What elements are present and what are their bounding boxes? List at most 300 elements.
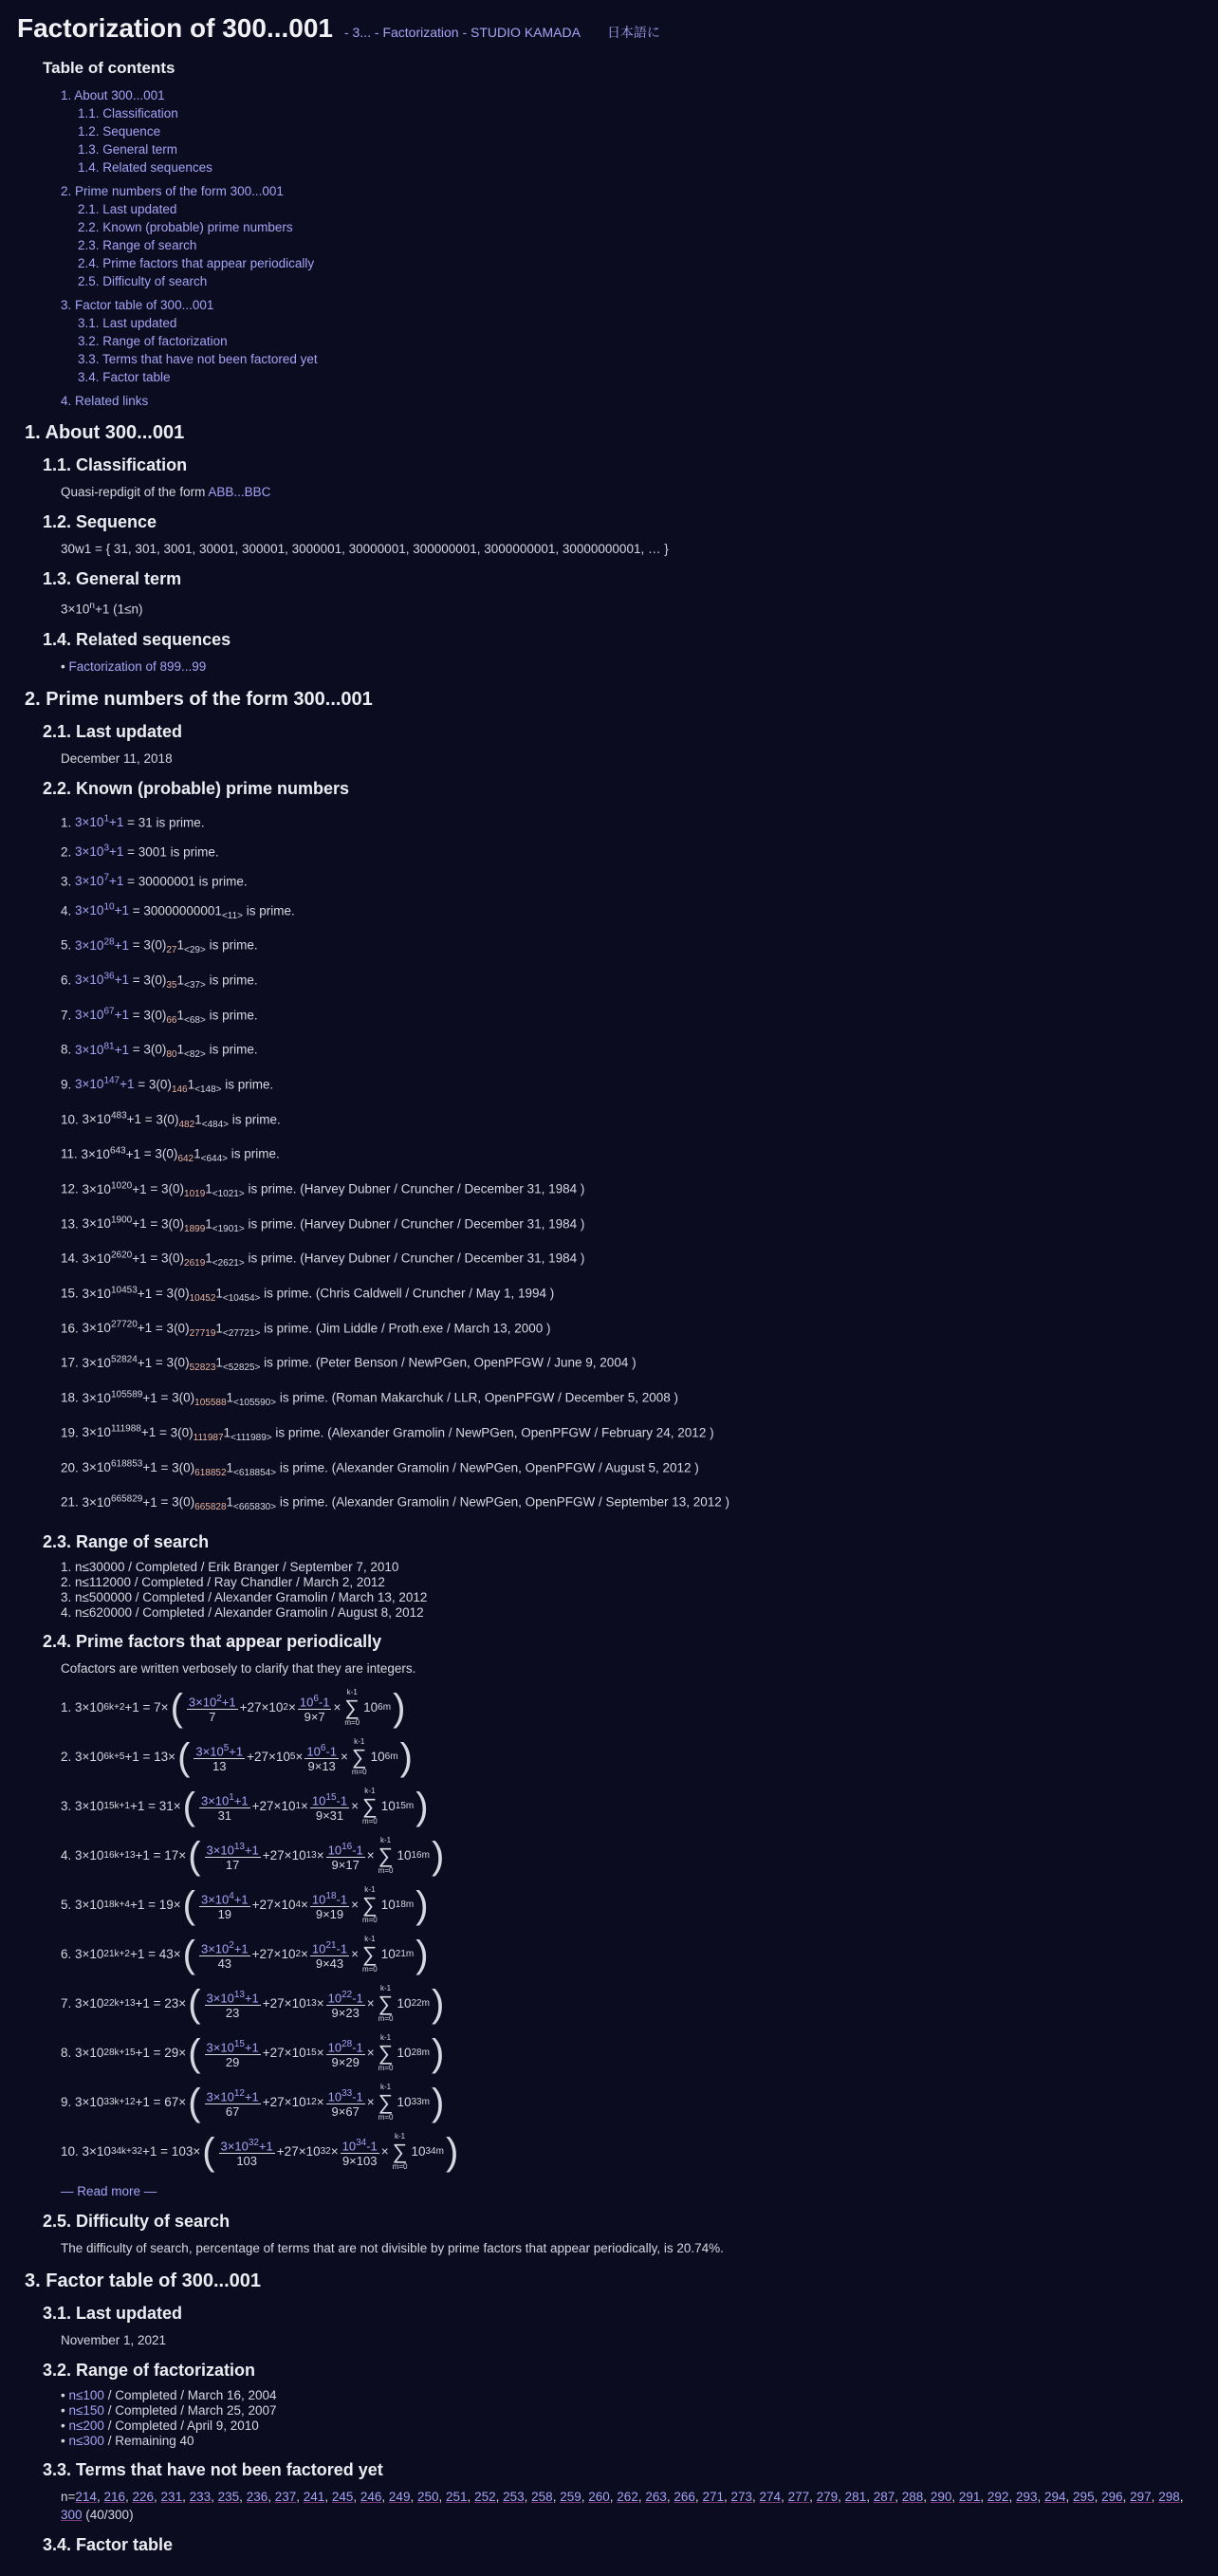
toc-subsection — [78, 315, 1201, 331]
sum-lower: m=0 — [378, 2063, 394, 2072]
equals-text: = 3(0) — [152, 1286, 190, 1301]
range-link[interactable]: n≤300 — [68, 2433, 104, 2448]
numerator[interactable]: $10^{33}-1$ — [327, 2087, 363, 2104]
exponent: 21 — [325, 1939, 337, 1951]
term-link[interactable]: 287 — [873, 2489, 895, 2504]
left-paren: ( — [188, 1982, 201, 2025]
exponent: 28k+15 — [103, 2048, 136, 2059]
toc-link[interactable]: 3.2. Range of factorization — [78, 334, 228, 348]
term-link[interactable]: 253 — [503, 2489, 525, 2504]
factor-updated-title: 3.1. Last updated — [43, 2303, 183, 2323]
term-link[interactable]: 233 — [189, 2489, 212, 2504]
sum-symbol: ∑ — [378, 1991, 394, 2015]
prime-item — [61, 1068, 1201, 1103]
item-number: 10. — [61, 1112, 83, 1127]
prime-expression[interactable]: $3\times 10^3+1$ — [75, 843, 124, 859]
toc-section — [61, 393, 1201, 409]
left-paren: ( — [182, 1785, 195, 1827]
prime-note: is prime. — [205, 1008, 258, 1023]
language-link[interactable]: 日本語に — [606, 25, 660, 40]
exponent: 13 — [233, 1989, 245, 2000]
digit: 1 — [194, 1112, 202, 1127]
times: × — [366, 1848, 375, 1863]
item-number: 17. — [61, 1355, 83, 1370]
range-item: 1. n≤30000 / Completed / Erik Branger / September 7, 2010 — [61, 1559, 399, 1574]
prime-note: is prime. (Harvey Dubner / Cruncher / December 31, 1984 ) — [244, 1251, 585, 1266]
exponent: 5 — [223, 1742, 230, 1753]
equals-text: = 3(0) — [152, 1355, 190, 1370]
zero-count: 52823 — [189, 1362, 216, 1374]
term-link[interactable]: 214 — [75, 2489, 97, 2504]
exponent: 34 — [356, 2137, 367, 2148]
prime-item — [61, 836, 1201, 865]
terms-count: (40/300) — [82, 2507, 134, 2522]
numerator[interactable]: $3\times 10^{13}+1$ — [206, 1989, 259, 2006]
zero-count: 27719 — [189, 1327, 216, 1339]
numerator[interactable]: $10^6-1$ — [299, 1693, 330, 1710]
range-search-list — [61, 1560, 1201, 1621]
numerator[interactable]: $3\times 10^{15}+1$ — [206, 2038, 259, 2055]
exponent: 34m — [425, 2146, 444, 2158]
fraction — [199, 1889, 250, 1921]
exponent: 32 — [320, 2146, 331, 2158]
prime-note: is prime. — [205, 973, 258, 988]
item-number: 6. — [61, 973, 76, 988]
item-number: 19. — [61, 1425, 83, 1440]
item-number: 11. — [61, 1146, 82, 1161]
section-2-title: 2. Prime numbers of the form 300...001 — [25, 688, 373, 710]
exponent: 1 — [229, 1791, 234, 1803]
numerator[interactable]: $10^{18}-1$ — [311, 1890, 348, 1907]
left-paren: ( — [202, 2130, 215, 2173]
prime-item — [61, 999, 1201, 1034]
item-number: 14. — [61, 1251, 83, 1266]
sigma-icon — [378, 2033, 394, 2073]
times: × — [301, 1799, 308, 1814]
term-link[interactable]: 266 — [674, 2489, 695, 2504]
sum-upper: k-1 — [379, 1983, 392, 1992]
times: × — [366, 2095, 375, 2110]
item-number: 1. 3×10 — [61, 1700, 104, 1715]
periodic-item — [61, 2127, 1201, 2177]
prime-item — [61, 1138, 1201, 1173]
toc-link[interactable]: 2.3. Range of search — [78, 238, 197, 252]
sum-symbol: ∑ — [362, 1793, 378, 1818]
prime-expression: $3\times 10^{2620}+1$ — [82, 1250, 147, 1266]
toc-link[interactable]: 3. Factor table of 300...001 — [61, 298, 214, 312]
term-link[interactable]: 237 — [274, 2489, 297, 2504]
exponent: 618853 — [110, 1458, 143, 1470]
sigma-icon — [362, 1935, 378, 1974]
exponent: 28 — [341, 2038, 353, 2049]
item-number: 9. 3×10 — [61, 2095, 104, 2110]
prime-expression[interactable]: $3\times 10^{81}+1$ — [75, 1041, 129, 1057]
times: × — [333, 1700, 341, 1715]
exponent: 21k+2 — [103, 1949, 130, 1960]
digit: 1 — [205, 1251, 212, 1266]
item-number: 8. 3×10 — [61, 2046, 104, 2061]
exponent: 6m — [384, 1751, 398, 1763]
term-link[interactable]: 236 — [246, 2489, 268, 2504]
exponent: 13 — [233, 1841, 245, 1852]
term-link[interactable]: 216 — [103, 2489, 125, 2504]
exponent: 3 — [103, 843, 109, 854]
prime-item — [61, 865, 1201, 895]
exponent: 18k+4 — [103, 1900, 130, 1911]
fraction — [298, 1692, 332, 1724]
toc-link[interactable]: 1.2. Sequence — [78, 124, 161, 139]
related-link[interactable]: Factorization of 899...99 — [68, 658, 207, 674]
digit: 1 — [226, 1460, 234, 1474]
term-link[interactable]: 235 — [217, 2489, 240, 2504]
term-link[interactable]: 296 — [1101, 2489, 1123, 2504]
term-link[interactable]: 271 — [702, 2489, 724, 2504]
equals-text: = 3(0) — [146, 1181, 185, 1196]
digit-count: <665830> — [233, 1502, 277, 1513]
numerator[interactable]: $10^6-1$ — [306, 1742, 337, 1759]
toc-section — [61, 297, 1201, 313]
numerator[interactable]: $10^{34}-1$ — [341, 2137, 378, 2154]
term-link[interactable]: 288 — [901, 2489, 924, 2504]
prime-expression[interactable]: $3\times 10^{10}+1$ — [75, 901, 129, 917]
prime-expression[interactable]: $3\times 10^{67}+1$ — [75, 1006, 129, 1023]
term-link[interactable]: 241 — [303, 2489, 325, 2504]
prime-expression: $3\times 10^{105589}+1$ — [82, 1389, 157, 1405]
read-more-link[interactable]: — Read more — — [61, 2183, 157, 2198]
gt-exp: n — [89, 601, 95, 611]
fraction — [187, 1692, 238, 1724]
periodic-intro: Cofactors are written verbosely to clarify that they are integers. — [61, 1660, 416, 1676]
digit-count: <29> — [184, 945, 206, 956]
toc-link[interactable]: 3.4. Factor table — [78, 370, 171, 384]
exponent: 12 — [233, 2087, 245, 2099]
prime-item — [61, 1242, 1201, 1277]
term-link[interactable]: 279 — [816, 2489, 839, 2504]
right-paren: ) — [431, 1834, 445, 1877]
numerator[interactable]: $3\times 10^{13}+1$ — [206, 1841, 259, 1858]
toc-subsection — [78, 333, 1201, 349]
times: × — [366, 2046, 375, 2061]
numerator[interactable]: $3\times 10^2+1$ — [188, 1693, 236, 1710]
term-link[interactable]: 259 — [560, 2489, 581, 2504]
term-link[interactable]: 295 — [1073, 2489, 1095, 2504]
item-number: 18. — [61, 1390, 83, 1405]
term-link[interactable]: 291 — [958, 2489, 981, 2504]
numerator[interactable]: $10^{21}-1$ — [311, 1939, 348, 1956]
toc-link[interactable]: 2. Prime numbers of the form 300...001 — [61, 184, 284, 198]
prime-note: is prime. — [229, 1112, 281, 1127]
times: × — [301, 1898, 308, 1913]
term-link[interactable]: 246 — [360, 2489, 382, 2504]
bullet: • — [61, 658, 69, 674]
sum-upper: k-1 — [364, 1934, 376, 1943]
toc-subsection — [78, 201, 1201, 217]
item-number: 5. 3×10 — [61, 1898, 104, 1913]
prime-expression: $3\times 10^{1900}+1$ — [82, 1214, 147, 1232]
zero-count: 10452 — [189, 1293, 216, 1305]
numerator[interactable]: $10^{16}-1$ — [327, 1841, 363, 1858]
term-link[interactable]: 252 — [474, 2489, 496, 2504]
digit-count: <111989> — [231, 1433, 272, 1443]
toc-link[interactable]: 2.4. Prime factors that appear periodically — [78, 256, 315, 270]
sequence-title: 1.2. Sequence — [43, 512, 157, 531]
sum-lower: m=0 — [392, 2161, 408, 2171]
term: 10 — [411, 2144, 426, 2159]
exponent: 28 — [103, 936, 115, 948]
range-item: 2. n≤112000 / Completed / Ray Chandler / March 2, 2012 — [61, 1574, 385, 1589]
numerator[interactable]: $3\times 10^5+1$ — [195, 1742, 244, 1759]
term-link[interactable]: 231 — [160, 2489, 183, 2504]
toc-link[interactable]: 3.3. Terms that have not been factored yet — [78, 352, 318, 366]
digit: 1 — [176, 973, 185, 988]
difficulty-text: The difficulty of search, percentage of terms that are not divisible by prime factors that appear periodically, is 20.74%. — [61, 2240, 724, 2255]
term-link[interactable]: 297 — [1130, 2489, 1152, 2504]
factor-range-item — [61, 2388, 1201, 2403]
term: +27×10 — [251, 1799, 296, 1814]
term-link[interactable]: 258 — [531, 2489, 553, 2504]
numerator[interactable]: $3\times 10^2+1$ — [200, 1939, 249, 1956]
toc-link[interactable]: 1.1. Classification — [78, 106, 178, 120]
sequence-text: 30w1 = { 31, 301, 3001, 30001, 300001, 3000001, 30000001, 300000001, 3000000001, 30000000001, … } — [61, 542, 669, 556]
toc-link[interactable]: 4. Related links — [61, 394, 149, 408]
left-paren: ( — [182, 1933, 195, 1975]
term: +27×10 — [262, 1996, 306, 2011]
exponent: 15 — [233, 2038, 245, 2049]
periodic-item — [61, 2078, 1201, 2127]
sum-symbol: ∑ — [344, 1695, 360, 1719]
zero-count: 618852 — [194, 1467, 227, 1478]
prime-expression[interactable]: $3\times 10^7+1$ — [75, 872, 124, 888]
exponent: 2 — [283, 1702, 288, 1714]
prime-note: is prime. (Alexander Gramolin / NewPGen, OpenPFGW / February 24, 2012 ) — [271, 1425, 714, 1440]
sum-upper: k-1 — [395, 2131, 406, 2140]
digit-count: <27721> — [222, 1327, 261, 1339]
exponent: 36 — [103, 971, 115, 982]
exponent: 16k+13 — [103, 1850, 136, 1862]
prime-item — [61, 1381, 1201, 1417]
zero-count: 1899 — [184, 1223, 206, 1234]
numerator[interactable]: $10^{15}-1$ — [311, 1791, 348, 1808]
exponent: 1900 — [110, 1214, 133, 1226]
sum-upper: k-1 — [354, 1736, 365, 1746]
term-link[interactable]: 290 — [930, 2489, 952, 2504]
prime-item — [61, 1312, 1201, 1347]
fraction — [310, 1889, 349, 1921]
equals-text: = 3(0) — [152, 1321, 190, 1336]
term-link[interactable]: 260 — [588, 2489, 610, 2504]
factor-range-item — [61, 2434, 1201, 2449]
sum-upper: k-1 — [364, 1884, 376, 1894]
range-link[interactable]: n≤150 — [68, 2402, 104, 2418]
item-number: 20. — [61, 1460, 83, 1474]
prime-note: is prime. — [243, 903, 295, 917]
term-link[interactable]: 249 — [388, 2489, 411, 2504]
denominator: 29 — [225, 2055, 240, 2070]
term: +27×10 — [251, 1898, 296, 1913]
equals-text: = 3(0) — [128, 937, 167, 953]
known-primes-title: 2.2. Known (probable) prime numbers — [43, 778, 350, 798]
factor-updated-date: November 1, 2021 — [61, 2332, 167, 2347]
toc-link[interactable]: 2.5. Difficulty of search — [78, 274, 208, 288]
digit-count: <68> — [184, 1014, 206, 1026]
term-link[interactable]: 293 — [1015, 2489, 1038, 2504]
numerator[interactable]: $10^{22}-1$ — [327, 1989, 363, 2006]
term-link[interactable]: 263 — [645, 2489, 667, 2504]
term-link[interactable]: 281 — [844, 2489, 867, 2504]
term: +27×10 — [276, 2144, 321, 2159]
periodic-title: 2.4. Prime factors that appear periodically — [43, 1631, 382, 1651]
term-link[interactable]: 251 — [446, 2489, 468, 2504]
range-link[interactable]: n≤200 — [68, 2418, 104, 2433]
toc-link[interactable]: 3.1. Last updated — [78, 316, 177, 330]
term-link[interactable]: 273 — [730, 2489, 753, 2504]
sum-lower: m=0 — [361, 1915, 378, 1924]
toc-subsection — [78, 237, 1201, 253]
term-link[interactable]: 274 — [759, 2489, 782, 2504]
numerator[interactable]: $3\times 10^{32}+1$ — [220, 2137, 273, 2154]
right-paren: ) — [431, 1982, 445, 2025]
term-link[interactable]: 292 — [987, 2489, 1009, 2504]
exponent: 21m — [395, 1949, 415, 1960]
term-link[interactable]: 298 — [1158, 2489, 1180, 2504]
sum-lower: m=0 — [378, 1865, 394, 1875]
term: 10 — [363, 1700, 378, 1715]
times: × — [351, 1799, 359, 1814]
term: 10 — [397, 1996, 412, 2011]
equals-text: = 3(0) — [128, 1042, 167, 1057]
toc-link[interactable]: 2.1. Last updated — [78, 202, 177, 216]
term-link[interactable]: 250 — [416, 2489, 439, 2504]
exponent: 111988 — [110, 1423, 141, 1435]
prime-note: is prime. (Roman Makarchuk / LLR, OpenPFGW / December 5, 2008 ) — [276, 1390, 678, 1405]
numerator[interactable]: $3\times 10^4+1$ — [200, 1890, 249, 1907]
bullet: • — [61, 2402, 69, 2418]
digit: 1 — [176, 937, 185, 953]
item-number: 4. 3×10 — [61, 1848, 104, 1863]
sum-symbol: ∑ — [378, 2040, 394, 2065]
exponent: 15 — [325, 1791, 337, 1803]
digit-count: <644> — [200, 1154, 229, 1165]
toc-subsection — [78, 273, 1201, 289]
range-item: 3. n≤500000 / Completed / Alexander Gramolin / March 13, 2012 — [61, 1589, 428, 1604]
digit: 1 — [176, 1042, 185, 1057]
denominator: 13 — [212, 1759, 227, 1774]
fraction — [205, 2086, 261, 2119]
fraction — [194, 1741, 245, 1773]
exponent: 1 — [103, 813, 109, 825]
zero-count: 35 — [166, 980, 177, 991]
toc-link[interactable]: 1.4. Related sequences — [78, 160, 212, 175]
denominator: 9×17 — [331, 1858, 360, 1873]
denominator: 9×67 — [331, 2104, 360, 2120]
exponent: 10 — [103, 901, 115, 913]
denominator: 17 — [225, 1858, 240, 1873]
sigma-icon — [344, 1688, 360, 1728]
general-term-title: 1.3. General term — [43, 569, 182, 588]
term-link[interactable]: 226 — [132, 2489, 155, 2504]
zero-count: 482 — [178, 1119, 195, 1130]
prime-expression[interactable]: $3\times 10^1+1$ — [75, 813, 124, 829]
term-link[interactable]: 300 — [61, 2507, 83, 2522]
sum-lower: m=0 — [378, 2013, 394, 2023]
exponent: 147 — [103, 1075, 120, 1086]
item-number: 10. 3×10 — [61, 2144, 111, 2159]
related-item — [61, 658, 1201, 676]
digit-count: <105590> — [233, 1398, 277, 1409]
denominator: 9×103 — [341, 2154, 378, 2169]
term: +27×10 — [247, 1750, 290, 1765]
digit: 1 — [226, 1390, 234, 1405]
equals-text: +1 = 23× — [135, 1996, 187, 2011]
prime-note: is prime. (Harvey Dubner / Cruncher / December 31, 1984 ) — [244, 1216, 585, 1232]
related-title: 1.4. Related sequences — [43, 629, 231, 649]
times: × — [295, 1750, 304, 1765]
digit: 1 — [176, 1008, 185, 1023]
prime-expression: $3\times 10^{52824}+1$ — [82, 1354, 153, 1370]
section-3-title: 3. Factor table of 300...001 — [25, 2270, 261, 2291]
prime-expression: $3\times 10^{665829}+1$ — [82, 1493, 157, 1510]
term-link[interactable]: 294 — [1044, 2489, 1066, 2504]
item-number: 4. — [61, 903, 76, 917]
range-status: / Remaining 40 — [103, 2433, 194, 2448]
fraction — [310, 1790, 349, 1823]
toc-link[interactable]: 2.2. Known (probable) prime numbers — [78, 220, 293, 234]
exponent: 643 — [109, 1145, 126, 1157]
breadcrumb-link[interactable]: - 3... - Factorization - STUDIO KAMADA — [344, 25, 581, 40]
abb-bbc-link[interactable]: ABB...BBC — [208, 485, 271, 499]
exponent: 7 — [103, 872, 109, 883]
toc-link[interactable]: 1.3. General term — [78, 142, 178, 157]
exponent: 15k+1 — [103, 1801, 130, 1812]
prime-note: is prime. — [221, 1077, 274, 1092]
times: × — [301, 1947, 308, 1962]
exponent: 2 — [216, 1693, 222, 1704]
numerator[interactable]: $3\times 10^1+1$ — [200, 1791, 249, 1808]
times: × — [316, 2095, 324, 2110]
sum-lower: m=0 — [361, 1816, 378, 1825]
unfactored-terms: n=214, 216, 226, 231, 233, 235, 236, 237, 241, 245, 246, 249, 250, 251, 252, 253, 258, 259, 260, 262, 263, 266, 271, 273, 274, 277, 279, 281, 287, 288, 290, 291, 292, 293, 294, 295, 296, 297, 298, 300 (40/300) — [61, 2489, 1184, 2522]
toc-subsection — [78, 123, 1201, 139]
term-link[interactable]: 262 — [617, 2489, 638, 2504]
prime-expression[interactable]: $3\times 10^{28}+1$ — [75, 936, 129, 953]
range-link[interactable]: n≤100 — [68, 2387, 104, 2402]
right-paren: ) — [399, 1735, 413, 1778]
times: × — [316, 2046, 324, 2061]
item-number: 8. — [61, 1042, 76, 1057]
toc-link[interactable]: 1. About 300...001 — [61, 88, 165, 102]
sigma-icon — [378, 2083, 394, 2122]
prime-note: is prime. (Harvey Dubner / Cruncher / December 31, 1984 ) — [244, 1181, 585, 1196]
term-link[interactable]: 245 — [331, 2489, 354, 2504]
equals-text: = 3(0) — [146, 1216, 185, 1232]
difficulty-title: 2.5. Difficulty of search — [43, 2211, 231, 2231]
prime-expression[interactable]: $3\times 10^{147}+1$ — [75, 1075, 135, 1092]
denominator: 9×23 — [331, 2006, 360, 2021]
numerator[interactable]: $10^{28}-1$ — [327, 2038, 363, 2055]
numerator[interactable]: $3\times 10^{12}+1$ — [206, 2087, 259, 2104]
exponent: 27720 — [110, 1319, 138, 1330]
item-number: 16. — [61, 1321, 83, 1336]
factor-table-title: 3.4. Factor table — [43, 2534, 174, 2554]
item-number: 7. — [61, 1008, 76, 1023]
zero-count: 1019 — [184, 1189, 206, 1200]
exponent: 6k+5 — [103, 1751, 125, 1763]
term-link[interactable]: 277 — [787, 2489, 810, 2504]
toc-section — [61, 183, 1201, 199]
prime-expression[interactable]: $3\times 10^{36}+1$ — [75, 971, 129, 988]
times: × — [351, 1947, 359, 1962]
zero-count: 642 — [177, 1154, 194, 1165]
